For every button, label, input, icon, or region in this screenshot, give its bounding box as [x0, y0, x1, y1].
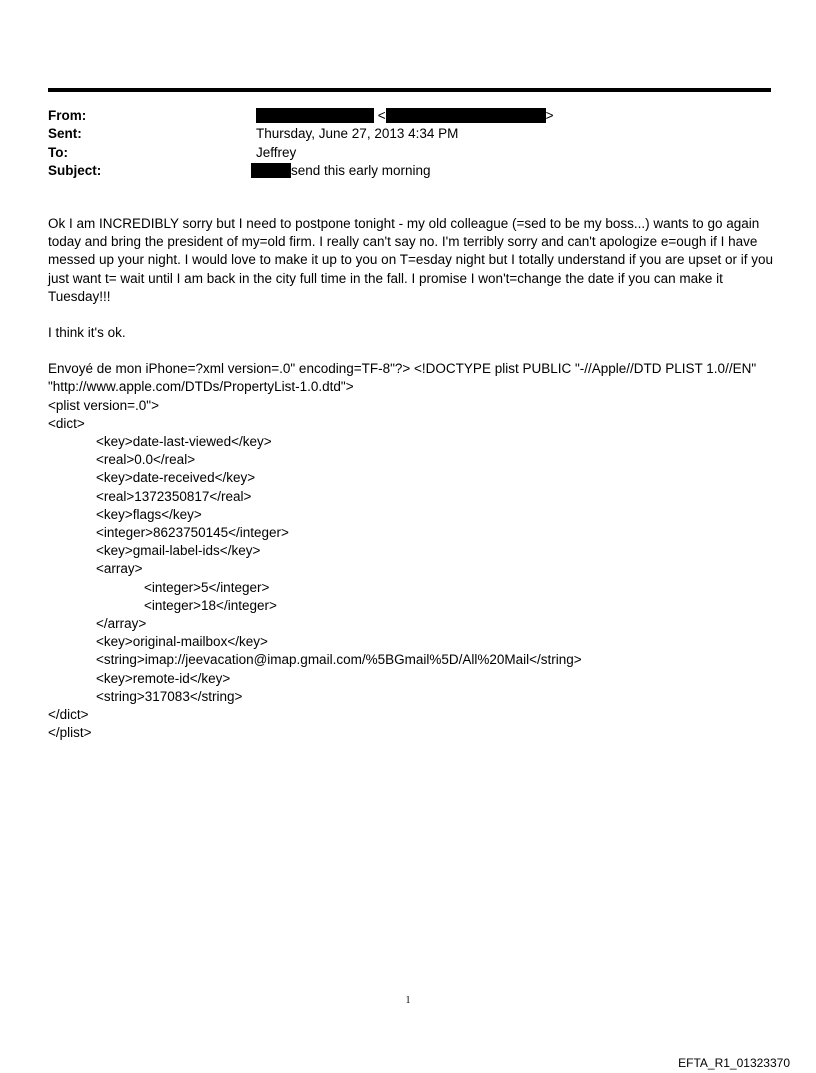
redaction-bar [386, 108, 546, 123]
page-number: 1 [405, 995, 411, 1006]
plist-line: <string>imap://jeevacation@imap.gmail.com/%5BGmail%5D/All%20Mail</string> [96, 652, 582, 668]
plist-line: <dict> [48, 415, 85, 431]
subject-label: Subject: [48, 163, 102, 178]
plist-line: <key>remote-id</key> [96, 670, 231, 686]
redaction-bar [251, 163, 291, 178]
from-open-bracket: < [377, 108, 386, 123]
plist-line: <integer>18</integer> [144, 597, 277, 613]
to-label: To: [48, 145, 68, 160]
plist-line: <key>date-received</key> [96, 470, 256, 486]
plist-line: <plist version=.0"> [48, 397, 159, 413]
plist-line: </dict> [48, 707, 89, 723]
plist-line: "http://www.apple.com/DTDs/PropertyList-1.0.dtd"> [48, 379, 354, 395]
from-label: From: [48, 108, 87, 123]
subject-value [251, 163, 431, 178]
from-value [256, 108, 554, 123]
header-rule [48, 88, 771, 92]
plist-line: <real>0.0</real> [96, 452, 196, 468]
plist-line: <integer>8623750145</integer> [96, 525, 289, 541]
redaction-bar [256, 108, 374, 123]
subject-text: send this early morning [291, 163, 431, 178]
plist-line: <string>317083</string> [96, 688, 243, 704]
body-paragraph: I think it's ok. [48, 325, 126, 341]
from-close-bracket: > [545, 108, 554, 123]
sent-value: Thursday, June 27, 2013 4:34 PM [256, 126, 459, 141]
body-paragraph: Ok I am INCREDIBLY sorry but I need to postpone tonight - my old colleague (=sed to be my boss...) wants to go again today and bring the president of my=old firm. I really can't say no. I'm terribly sorry and can't apologize e=ough if I have messed up your night. I would love to make it up to you on T=esday night but I totally understand if you are upset or if you just want t= wait until I am back in the city full time in the fall. I promise I won't=change the date if you can make it Tuesday!!! [48, 216, 774, 304]
plist-block [48, 360, 778, 742]
plist-line: </array> [96, 616, 147, 632]
plist-line: <real>1372350817</real> [96, 488, 252, 504]
email-body [48, 215, 778, 742]
plist-line: <key>original-mailbox</key> [96, 634, 268, 650]
to-value: Jeffrey [256, 145, 297, 160]
plist-line: <array> [96, 561, 143, 577]
plist-line: </plist> [48, 725, 92, 741]
sent-label: Sent: [48, 126, 82, 141]
plist-line: <key>date-last-viewed</key> [96, 434, 272, 450]
document-id: EFTA_R1_01323370 [678, 1056, 790, 1070]
plist-line: <key>gmail-label-ids</key> [96, 543, 261, 559]
plist-line: <key>flags</key> [96, 506, 202, 522]
plist-line: Envoyé de mon iPhone=?xml version=.0" encoding=TF-8"?> <!DOCTYPE plist PUBLIC "-//Apple//DTD PLIST 1.0//EN" [48, 361, 757, 377]
plist-line: <integer>5</integer> [144, 579, 270, 595]
